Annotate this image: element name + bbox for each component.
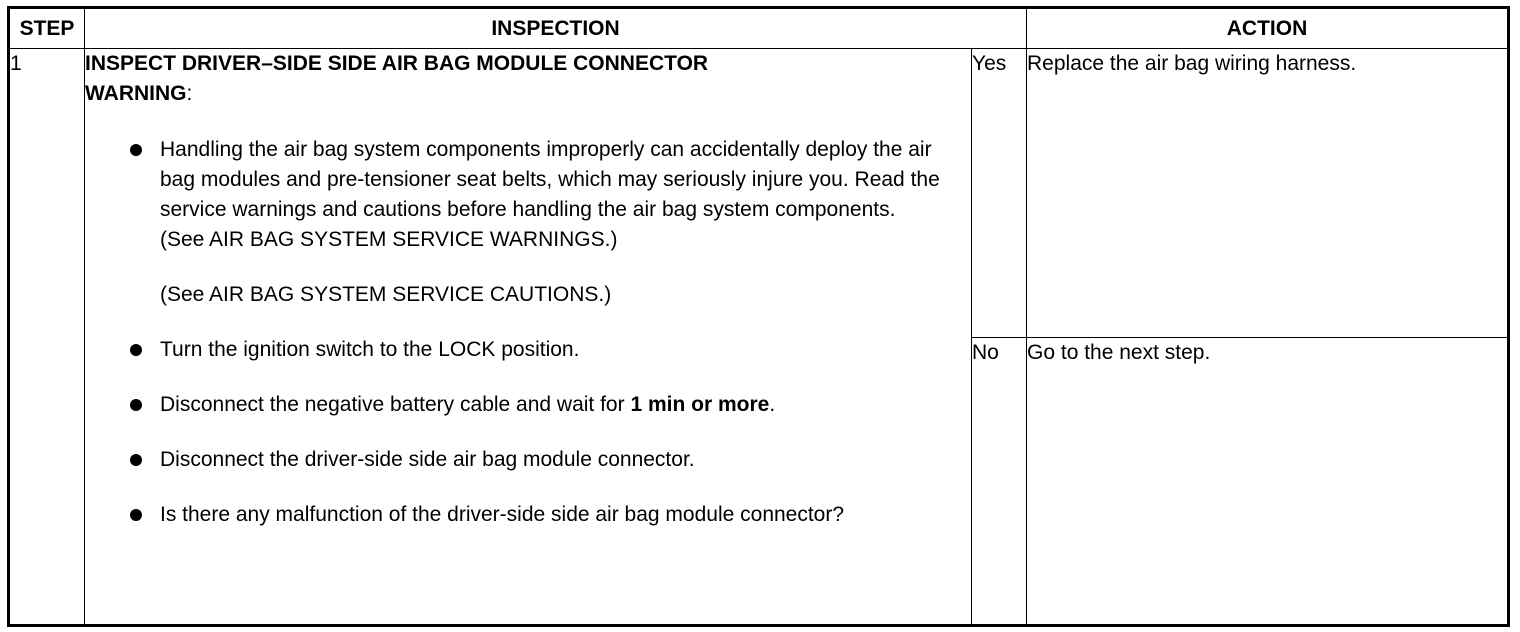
bullet-icon	[130, 144, 142, 156]
battery-step-suffix: .	[769, 393, 776, 416]
no-label: No	[972, 338, 1027, 626]
step-number: 1	[9, 49, 85, 626]
inspection-heading: INSPECT DRIVER–SIDE SIDE AIR BAG MODULE CONNECTOR	[85, 52, 709, 75]
warning-label: WARNING	[85, 82, 187, 105]
see-cautions-reference: (See AIR BAG SYSTEM SERVICE CAUTIONS.)	[160, 283, 612, 306]
list-item	[85, 335, 971, 365]
inspection-title	[85, 49, 971, 109]
table-row	[9, 49, 1509, 338]
inspection-question: Is there any malfunction of the driver-side side air bag module connector?	[160, 503, 845, 526]
inspection-procedure	[85, 335, 971, 530]
list-item	[85, 390, 971, 420]
yes-action: Replace the air bag wiring harness.	[1027, 49, 1509, 338]
inspection-cell	[85, 49, 972, 626]
inspection-steps	[85, 135, 971, 225]
battery-step-prefix: Disconnect the negative battery cable and wait for	[160, 393, 631, 416]
ignition-step: Turn the ignition switch to the LOCK position.	[160, 338, 580, 361]
connector-step: Disconnect the driver-side side air bag module connector.	[160, 448, 695, 471]
inspection-column-header: INSPECTION	[85, 8, 1027, 49]
warning-text: Handling the air bag system components improperly can accidentally deploy the air bag modules and pre-tensioner seat belts, which may seriously injure you. Read the service warnings and cautions before handling the air bag system components.	[160, 138, 940, 221]
action-column-header: ACTION	[1027, 8, 1509, 49]
step-column-header: STEP	[9, 8, 85, 49]
bullet-icon	[130, 454, 142, 466]
diagnostic-table	[7, 6, 1510, 627]
list-item	[85, 135, 971, 225]
bullet-icon	[130, 509, 142, 521]
no-action: Go to the next step.	[1027, 338, 1509, 626]
list-item	[85, 445, 971, 475]
list-item	[85, 500, 971, 530]
header-row	[9, 8, 1509, 49]
battery-wait-time: 1 min or more	[630, 393, 770, 416]
bullet-icon	[130, 399, 142, 411]
see-warnings-reference: (See AIR BAG SYSTEM SERVICE WARNINGS.)	[160, 228, 618, 251]
warning-colon: :	[186, 82, 193, 105]
bullet-icon	[130, 344, 142, 356]
yes-label: Yes	[972, 49, 1027, 338]
